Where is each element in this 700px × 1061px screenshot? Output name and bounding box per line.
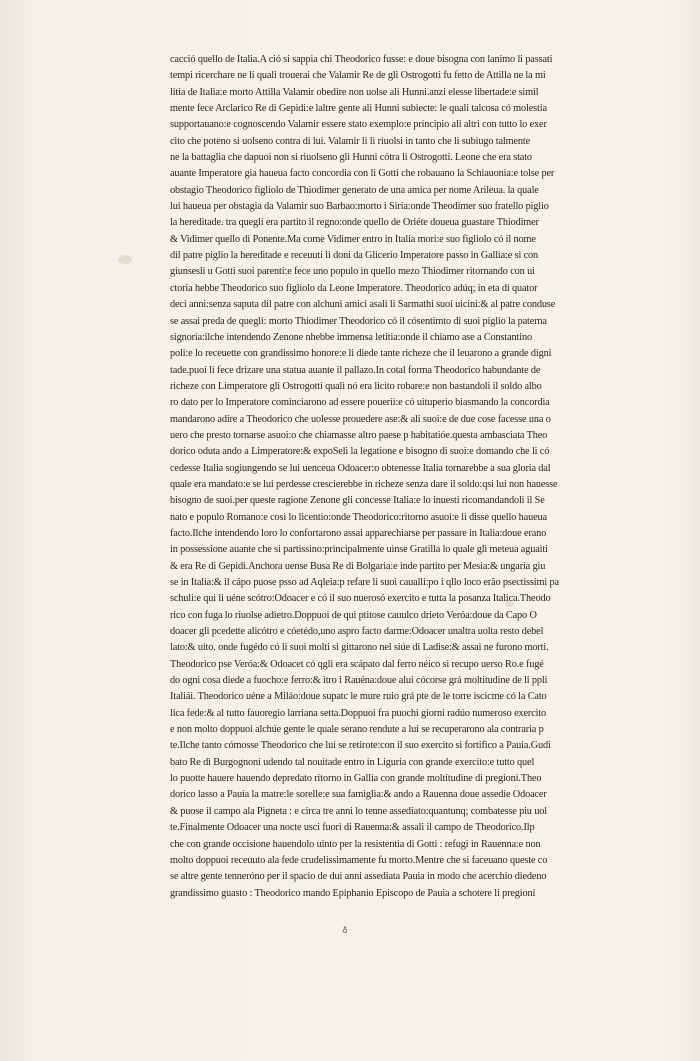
text-line: se assai preda de quegli: morto Thiodimer Theodorico có il cósentimto di suoi piglio la paterna [170,315,547,327]
paper-stain [118,255,132,264]
text-line: litia de Italia:e morto Attilla Valamir obedire non uolse ali Hunni.anzi elesse libertade:e simil [170,86,539,98]
text-line: te.Ilche tanto cómosse Theodorico che lui se retirote:con il suo exercito si fortifico a Pauia.Gudi [170,740,551,752]
text-line: mandarono adire a Theodorico che uolesse prouedere ase:& ali suoi:e de due cose facesse una o [170,413,551,425]
text-line: ctoria hebbe Theodorico suo figliolo da Leone Imperatore. Theodorico adúq; in eta di quator [170,282,538,294]
text-line: cito che poteno si uolseno contra di lui. Valamir li li riuolsi in tanto che li subiugo talmente [170,135,531,147]
footer-mark: ♁ [342,925,348,934]
text-line: richeze con Limperatore gli Ostrogotti quali nó era licito robare:e non bastandoli il soldo albo [170,380,542,392]
text-line: quale era mandato:e se lui perdesse crescierebbe in richeze senza dare il soldo:qsi lui non hauesse [170,478,558,490]
text-line: giunsesli u Gotti suoi parenti:e fece uno populo in quello mezo Thiodimer ritornando con ui [170,266,535,278]
text-line: dil patre piglio la hereditade e receuuti li doni da Glicerio Imperatore passo in Gallia:e si con [170,250,539,262]
text-line: doacer gli pcedette alicótro e cóetédo,uno aspro facto darme:Odoacer unaltra uolta resto debel [170,626,544,638]
text-line: & Vidimer quello di Ponente.Ma come Vidimer entro in Italia mori:e suo figliolo có il nome [170,233,536,245]
text-line: se altre gente tenneróno per il spacio de dui anni assediata Pauia in modo che acerchio diedeno [170,871,547,883]
text-line: bisogno de suoi.per queste ragione Zenone gli concesse Italia:e lo inuesti ricomandandoli il Se [170,495,545,507]
text-line: tade.puoi li fece drizare una statua auante il pallazo.In cotal forma Theodorico habundante de [170,364,541,376]
text-line: rico con fuga lo riuolse adietro.Doppuoi de qui ptitose cauulco drieto Veróa:doue da Capo O [170,609,537,621]
text-line: ne la battaglia che dapuoi non si riuolseno gli Hunni cótra li Ostrogotti. Leone che era stato [170,152,532,164]
text-line: la hereditade. tra quegli era partito il regno:onde quello de Oriéte doueua guastare Thiodimer [170,217,539,229]
text-line: dorico oduta ando a Limperatore:& expoSeli la legatione e bisogno di suoi:e domando che li có [170,446,550,458]
text-line: che con grande occisione hauendolo uinto per la resistentia di Gotti : refugi in Rauenna:e non [170,838,541,850]
text-line: cacció quello de Italia.A ció si sappia chi Theodorico fusse: e doue bisogna con lanimo li passati [170,54,553,65]
text-line: deci anni:senza saputa dil patre con alchuni amici asali li Sarmathi suoi uicini:& al patre conduse [170,299,556,311]
text-line: & era Re di Gepidi.Anchora uense Busa Re di Bolgaria:e inde partito per Mesia:& ungaria giu [170,560,546,572]
text-line: obstagio Theodorico figliolo de Thiodimer generato de una amica per nome Arileua. la quale [170,184,539,196]
text-line: lato:& uito. onde fugédo có li suoi molti si gittarono nel siúe di Ladise:& assai ne furono morti. [170,642,549,654]
text-line: cedesse Italia sogiungendo se lui uenceua Odoacer:o obtenesse Italia tornarebbe a sua gloria dal [170,462,551,474]
text-line: Theodorico pse Veróa:& Odoacet có qgli era scápato dal ferro néico si recupo uerso Ro.e fugé [170,658,544,670]
text-line: tempi ricerchare ne li quali trouerai che Valamir Re de gli Ostrogotti fu fetto de Attilla ne la mi [170,70,546,82]
text-line: dorico lasso a Pauia la matre:le sorelle:e sua famiglia:& ando a Rauenna doue assedie Odoacer [170,789,547,801]
text-line: auante Imperatore gia haueua facto concordia con li Gotti che robauano la Schiauonia:e tolse per [170,168,555,180]
text-line: poli:e lo receuette con grandissimo honore:e li diede tante richeze che il leuarono a grande digni [170,348,552,360]
text-block [170,52,655,902]
text-line: molto doppuoi receuuto ala fede crudelissimamente fu morto.Mentre che si faceuano queste co [170,854,548,866]
text-line: te.Finalmente Odoacer una nocte usci fuori di Rauenna:& assali il campo de Theodorico.Ilp [170,822,535,834]
text-line: signoria:ilche intendendo Zenone nhebbe immensa letitia:onde il chiamo ase a Constantino [170,331,532,343]
text-line: lui haueua per obstagia da Valamir suo Barbao:morto i Siria:onde Theodimer suo fratello piglio [170,201,549,213]
text-line: bato Re di Burgognoni udendo tal nouitade entro in Liguria con grande exercito:e tutto quel [170,756,535,768]
text-line: grandissimo guasto : Theodorico mando Epiphanio Episcopo de Pauia a schotere li pregioni [170,887,536,899]
text-line: & puose il campo ala Pigneta : e circa tre anni lo tenne assediato:quantunq; combatesse piu uol [170,805,547,817]
text-line: facto.Ilche intendendo loro lo confortarono assai apparechiarse per passare in Italia:doue erano [170,527,547,539]
text-line: lica fede:& al tutto fauoregio larriana setta.Doppuoi fra puochi giorni radúo numeroso exercito [170,707,547,719]
text-line: nato e populo Romano:e cosi lo licentio:onde Theodorico:ritorno asuoi:e li disse quello haueua [170,511,547,523]
text-line: se in Italia:& il cápo puose psso ad Aqleia:p refare li suoi caualli:po i qllo loco erão psectissimi pa [170,577,559,588]
text-line: e non molto doppuoi alchúe gente le quale serano rendute a lui se recuperarono ala contraria p [170,724,544,736]
text-line: schuli:e qui li uéne scótro:Odoacer e có il suo nuerosó exercito e tutta la posanza Italica.Theodo [170,593,551,605]
text-line: uero che presto tornarse asuoi:o che chiamasse altro paese p habitatióe.questa ambasciata Theo [170,429,548,441]
text-line: mente fece Arclarico Re di Gepidi:e laltre gente ali Hunni subiecte: le quali talcosa có molestia [170,103,547,115]
text-line: supportauano:e cognoscendo Valamir essere stato exemplo:e principio ali altri con tutto lo exer [170,119,547,131]
text-line: lo puotte hauere hauendo depredato ritorno in Gallia con grande moltitudine di pregioni.Theo [170,773,542,785]
text-line: ro dato per lo Imperatore cominciarono ad essere pouerii:e có uituperio biasmando la concordia [170,397,550,409]
text-line: in possessione auante che si partissino:principalmente uinse Gratilla lo quale gli meteua aguaiti [170,544,548,556]
text-line: do ogni cosa diede a fuocho:e ferro:& itro i Rauéna:doue alui cócorse grá moltitudine de li ppli [170,675,548,687]
text-line: Italiái. Theodorico uéne a Miláo:doue supatc le mure ruio grá pte de le torre iscicme có la Cato [170,691,547,703]
